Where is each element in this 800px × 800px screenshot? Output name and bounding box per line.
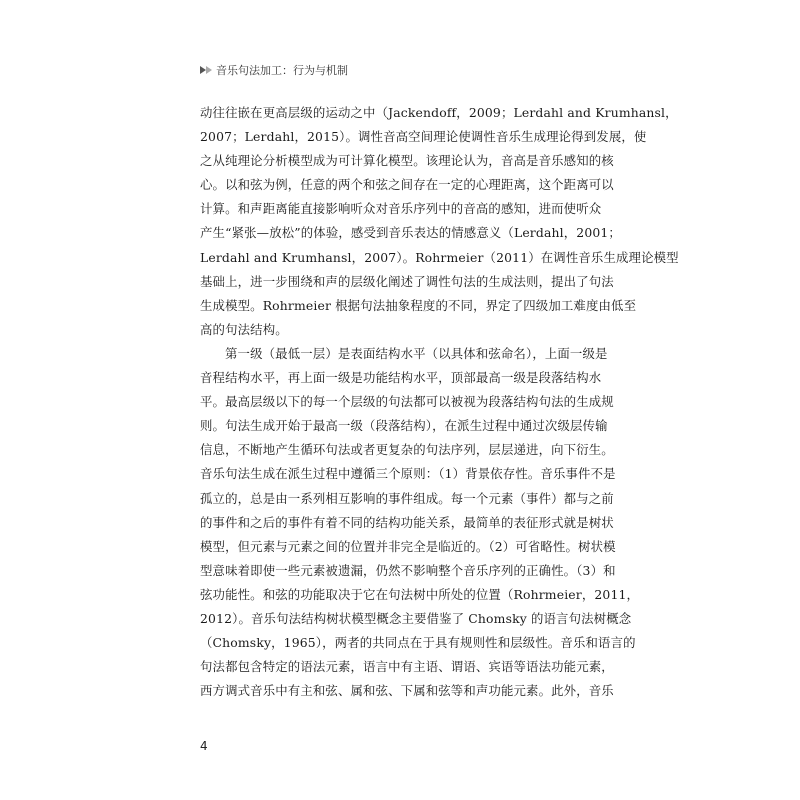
- text-line: （Chomsky，1965），两者的共同点在于具有规则性和层级性。音乐和语言的: [200, 635, 636, 651]
- text-line: 信息，不断地产生循环句法或者更复杂的句法序列，层层递进，向下衍生。: [200, 442, 614, 458]
- text-line: 2007；Lerdahl，2015）。调性音高空间理论使调性音乐生成理论得到发展，使: [200, 129, 647, 145]
- text-line: 产生“紧张—放松”的体验，感受到音乐表达的情感意义（Lerdahl，2001；: [200, 225, 621, 241]
- text-line: 音乐句法生成在派生过程中遵循三个原则：（1）背景依存性。音乐事件不是: [200, 466, 616, 482]
- text-line: 基础上，进一步围绕和声的层级化阐述了调性句法的生成法则，提出了句法: [200, 273, 614, 289]
- paragraph: [200, 101, 679, 342]
- body-text: [200, 101, 679, 703]
- text-line: 心。以和弦为例，任意的两个和弦之间存在一定的心理距离，这个距离可以: [200, 177, 614, 193]
- text-line: 高的句法结构。: [200, 321, 288, 337]
- text-line: 孤立的，总是由一系列相互影响的事件组成。每一个元素（事件）都与之前: [200, 490, 614, 506]
- text-line: 西方调式音乐中有主和弦、属和弦、下属和弦等和声功能元素。此外，音乐: [200, 683, 614, 699]
- running-header: [200, 62, 348, 78]
- paragraph: [200, 342, 640, 703]
- text-line: Lerdahl and Krumhansl，2007）。Rohrmeier（2011）在调性音乐生成理论模型: [200, 249, 679, 265]
- text-line: 第一级（最低一层）是表面结构水平（以具体和弦命名），上面一级是: [225, 345, 608, 361]
- page-number: 4: [200, 739, 208, 753]
- text-line: 句法都包含特定的语法元素，语言中有主语、谓语、宾语等语法功能元素，: [200, 659, 614, 675]
- text-line: 型意味着即使一些元素被遗漏，仍然不影响整个音乐序列的正确性。（3）和: [200, 562, 616, 578]
- text-line: 则。句法生成开始于最高一级（段落结构），在派生过程中通过次级层传输: [200, 418, 608, 434]
- text-line: 的事件和之后的事件有着不同的结构功能关系，最简单的表征形式就是树状: [200, 514, 614, 530]
- text-line: 计算。和声距离能直接影响听众对音乐序列中的音高的感知，进而使听众: [200, 201, 602, 217]
- text-line: 音程结构水平，再上面一级是功能结构水平，顶部最高一级是段落结构水: [200, 370, 602, 386]
- text-line: 动往往嵌在更高层级的运动之中（Jackendoff，2009；Lerdahl and Krumhansl，: [200, 105, 678, 120]
- text-line: 2012）。音乐句法结构树状模型概念主要借鉴了 Chomsky 的语言句法树概念: [200, 610, 632, 626]
- text-line: 平。最高层级以下的每一个层级的句法都可以被视为段落结构句法的生成规: [200, 394, 614, 410]
- text-line: 弦功能性。和弦的功能取决于它在句法树中所处的位置（Rohrmeier，2011，: [200, 586, 640, 602]
- text-line: 模型，但元素与元素之间的位置并非完全是临近的。（2）可省略性。树状模: [200, 538, 616, 554]
- text-line: 生成模型。Rohrmeier 根据句法抽象程度的不同，界定了四级加工难度由低至: [200, 297, 637, 313]
- header-arrow-icon: [200, 66, 212, 74]
- running-header-title: 音乐句法加工：行为与机制: [216, 64, 348, 77]
- text-line: 之从纯理论分析模型成为可计算化模型。该理论认为，音高是音乐感知的核: [200, 153, 614, 169]
